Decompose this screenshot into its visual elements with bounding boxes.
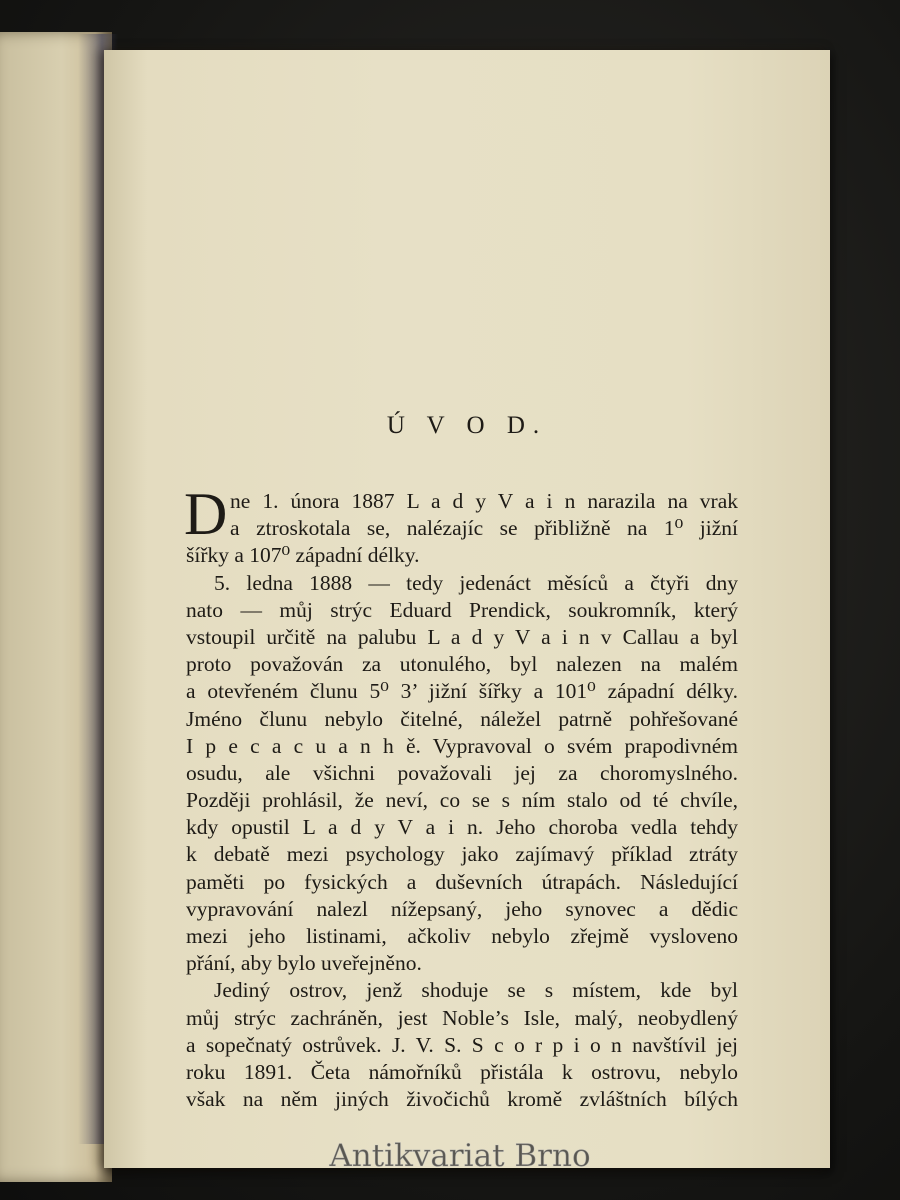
chapter-heading: Ú V O D. [386, 412, 548, 439]
text-line: Jméno člunu nebylo čitelné, náležel patrně pohřešované [186, 706, 738, 731]
text-line: osudu, ale všichni považovali jej za choromyslného. [186, 760, 738, 785]
text-line: Jediný ostrov, jenž shoduje se s místem, kde byl [214, 978, 738, 1003]
watermark-text: Antikvariat Brno [329, 1138, 591, 1174]
body-text [184, 481, 738, 1113]
text-line: paměti po fysických a duševních útrapách. Následující [186, 869, 738, 894]
text-line: a otevřeném člunu 5⁰ 3’ jižní šířky a 101⁰ západní délky. [186, 679, 738, 704]
text-line: šířky a 107⁰ západní délky. [186, 543, 420, 568]
text-line: a ztroskotala se, nalézajíc se přibližně na 1⁰ jižní [230, 516, 738, 541]
text-line: 5. ledna 1888 — tedy jedenáct měsíců a čtyři dny [214, 570, 738, 595]
text-line: vypravování nalezl nížepsaný, jeho synovec a dědic [186, 896, 738, 921]
text-line: a sopečnatý ostrůvek. J. V. S. S c o r p i o n navštívil jej [186, 1032, 738, 1057]
text-line: vstoupil určitě na palubu L a d y V a i n v Callau a byl [186, 624, 738, 649]
text-line: Později prohlásil, že neví, co se s ním stalo od té chvíle, [186, 788, 738, 813]
text-line: mezi jeho listinami, ačkoliv nebylo zřejmě vysloveno [186, 924, 738, 948]
drop-cap: D [184, 481, 228, 547]
text-line: proto považován za utonulého, byl nalezen na malém [186, 652, 738, 677]
text-line: k debatě mezi psychology jako zajímavý příklad ztráty [186, 842, 738, 867]
text-line: kdy opustil L a d y V a i n. Jeho choroba vedla tehdy [186, 815, 738, 840]
text-line: I p e c a c u a n h ě. Vypravoval o svém prapodivném [186, 733, 738, 758]
text-line: roku 1891. Četa námořníků přistála k ostrovu, nebylo [186, 1059, 738, 1084]
text-line: přání, aby bylo uveřejněno. [186, 951, 422, 976]
text-line: ne 1. února 1887 L a d y V a i n narazila na vrak [230, 489, 738, 513]
text-line: můj strýc zachráněn, jest Noble’s Isle, malý, neobydlený [186, 1005, 738, 1030]
text-line: nato — můj strýc Eduard Prendick, soukromník, který [186, 597, 738, 622]
text-line: však na něm jiných živočichů kromě zvláštních bílých [186, 1087, 738, 1112]
